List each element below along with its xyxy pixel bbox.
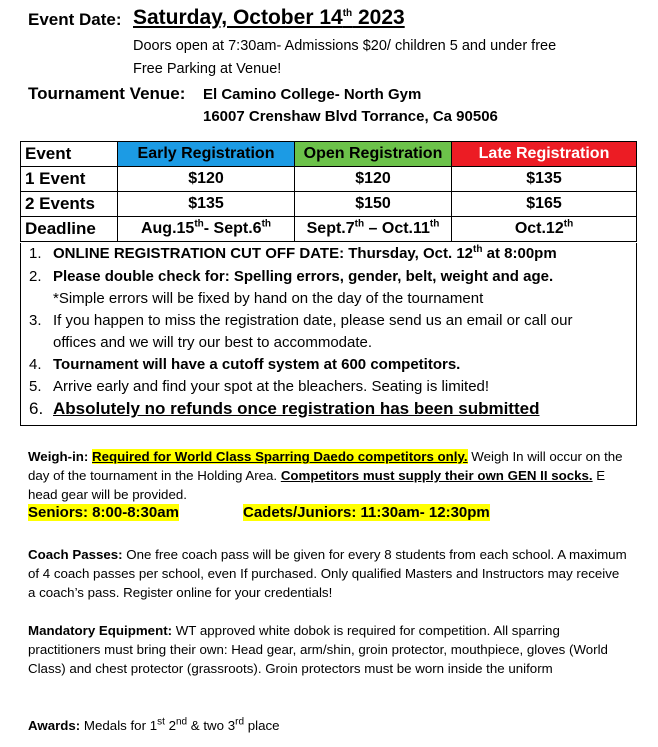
table-row bbox=[21, 192, 637, 217]
list-item: 6. Absolutely no refunds once registration has been submitted bbox=[29, 399, 540, 418]
list-item: 1. ONLINE REGISTRATION CUT OFF DATE: Thursday, Oct. 12th at 8:00pm bbox=[29, 244, 557, 262]
row-label: 2 Events bbox=[21, 192, 118, 217]
table-row-deadline bbox=[21, 217, 637, 242]
cell-open: $120 bbox=[295, 167, 452, 192]
rules-list bbox=[20, 243, 637, 426]
cell-early: $135 bbox=[118, 192, 295, 217]
weigh-in-required: Required for World Class Sparring Daedo competitors only. bbox=[92, 449, 468, 464]
cell-open: $150 bbox=[295, 192, 452, 217]
event-date-label: Event Date: bbox=[28, 10, 122, 29]
list-item: 2. Please double check for: Spelling errors, gender, belt, weight and age. bbox=[29, 268, 554, 285]
table-header-row bbox=[21, 142, 637, 167]
weigh-in-paragraph: Weigh-in: Required for World Class Sparring Daedo competitors only. Weigh In will occur on the day of the tournament in the Holding Area. Competitors must supply their own GEN II socks. E head gear will be provided. bbox=[28, 449, 623, 502]
cell-late: Oct.12th bbox=[452, 217, 637, 242]
list-item: 5. Arrive early and find your spot at the bleachers. Seating is limited! bbox=[29, 378, 490, 395]
cell-late: $135 bbox=[452, 167, 637, 192]
list-item: 4. Tournament will have a cutoff system at 600 competitors. bbox=[29, 356, 461, 373]
coach-passes-paragraph: Coach Passes: One free coach pass will be given for every 8 students from each school. A maximum of 4 coach passes per school, even If purchased. Only qualified Masters and Instructors may receive a coach’s pass. Register online for your credentials! bbox=[28, 547, 627, 600]
header-event: Event bbox=[21, 142, 118, 167]
seniors-time: Seniors: 8:00-8:30am bbox=[28, 504, 179, 521]
list-item: 3. If you happen to miss the registration date, please send us an email or call our bbox=[29, 312, 573, 329]
awards-paragraph: Awards: Medals for 1st 2nd & two 3rd place bbox=[28, 716, 280, 733]
list-item-cont: offices and we will try our best to accommodate. bbox=[53, 334, 373, 351]
cadets-time: Cadets/Juniors: 11:30am- 12:30pm bbox=[243, 504, 490, 521]
header-early: Early Registration bbox=[118, 142, 295, 167]
table-row bbox=[21, 167, 637, 192]
event-date: Saturday, October 14th 2023 bbox=[133, 6, 405, 29]
venue-label: Tournament Venue: bbox=[28, 84, 186, 103]
parking-info: Free Parking at Venue! bbox=[133, 61, 282, 77]
cell-early: Aug.15th- Sept.6th bbox=[118, 217, 295, 242]
venue-name: El Camino College- North Gym bbox=[203, 86, 422, 103]
cell-open: Sept.7th – Oct.11th bbox=[295, 217, 452, 242]
fee-table bbox=[20, 141, 637, 242]
cell-early: $120 bbox=[118, 167, 295, 192]
doors-info: Doors open at 7:30am- Admissions $20/ children 5 and under free bbox=[133, 38, 557, 54]
list-item-note: *Simple errors will be fixed by hand on the day of the tournament bbox=[53, 290, 484, 307]
row-label: 1 Event bbox=[21, 167, 118, 192]
equipment-paragraph: Mandatory Equipment: WT approved white dobok is required for competition. All sparring practitioners must bring their own: Head gear, arm/shin, groin protector, mouthpiece, gloves (World Class) and chest protector (grassroots). Groin protectors must be worn inside the uniform bbox=[28, 623, 608, 676]
weigh-in-socks: Competitors must supply their own GEN II socks. bbox=[280, 468, 593, 483]
header-open: Open Registration bbox=[295, 142, 452, 167]
header-late: Late Registration bbox=[452, 142, 637, 167]
row-label: Deadline bbox=[21, 217, 118, 242]
cell-late: $165 bbox=[452, 192, 637, 217]
venue-address: 16007 Crenshaw Blvd Torrance, Ca 90506 bbox=[203, 108, 498, 125]
